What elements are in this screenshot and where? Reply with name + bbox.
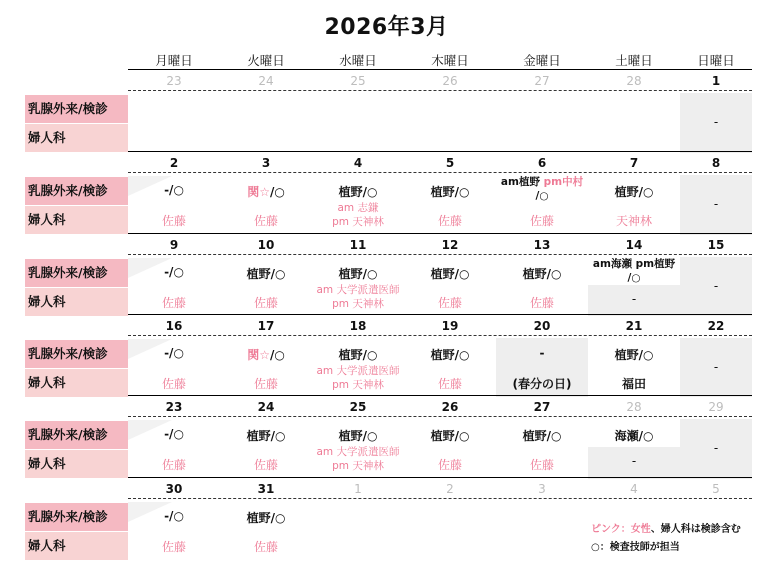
- outpatient-cell: 植野/○: [246, 267, 286, 281]
- sunday-closed-mark: -: [713, 279, 719, 293]
- gynecology-cell: 佐藤: [529, 214, 554, 228]
- date-number: 4: [630, 482, 638, 496]
- outpatient-cell: 植野/○: [246, 511, 286, 525]
- date-rule: [128, 90, 752, 91]
- female-doctor: 関☆: [247, 185, 270, 199]
- date-number: 20: [533, 319, 551, 333]
- gyn-am: am 志鎌: [337, 202, 379, 214]
- outpatient-cell: -/○: [164, 265, 184, 279]
- date-number: 26: [442, 74, 458, 88]
- weekday-0: 月曜日: [155, 53, 193, 68]
- gynecology-cell: 佐藤: [253, 540, 278, 554]
- gynecology-cell: 佐藤: [253, 214, 278, 228]
- weekday-5: 土曜日: [615, 53, 653, 68]
- gynecology-cell: [312, 445, 404, 473]
- date-number: 31: [257, 482, 275, 496]
- week-rule: [128, 477, 752, 478]
- outpatient-cell: [220, 183, 312, 200]
- outpatient-tech: /○: [535, 190, 549, 202]
- date-number: 18: [349, 319, 367, 333]
- outpatient-cell: 植野/○: [522, 429, 562, 443]
- am-doctor: am植野: [500, 176, 544, 188]
- outpatient-cell: -/○: [164, 183, 184, 197]
- date-number: 27: [534, 74, 550, 88]
- date-number: 30: [165, 482, 183, 496]
- outpatient-cell: 植野/○: [338, 267, 378, 281]
- gynecology-cell: 天神林: [615, 214, 652, 228]
- gynecology-cell: [312, 283, 404, 311]
- gyn-am: am 大学派遣医師: [316, 284, 400, 296]
- date-rule: [128, 172, 752, 173]
- date-number: 11: [349, 238, 367, 252]
- outpatient-cell: 植野/○: [430, 429, 470, 443]
- page-title: 2026年3月: [324, 15, 449, 40]
- legend-circle: ○：検査技師が担当: [591, 542, 680, 553]
- date-number: 8: [711, 156, 721, 170]
- outpatient-cell: 植野/○: [430, 348, 470, 362]
- gynecology-cell: [312, 364, 404, 392]
- gynecology-cell: 佐藤: [253, 458, 278, 472]
- week-rule: [128, 151, 752, 152]
- gynecology-cell: -: [631, 292, 637, 306]
- label-gynecology: 婦人科: [25, 206, 128, 234]
- sunday-closed-mark: -: [713, 441, 719, 455]
- outpatient-cell: -: [539, 346, 545, 360]
- outpatient-cell: 植野/○: [338, 185, 378, 199]
- gynecology-cell: 佐藤: [161, 377, 186, 391]
- sunday-closed-mark: -: [713, 115, 719, 129]
- date-number: 16: [165, 319, 183, 333]
- date-number: 12: [441, 238, 459, 252]
- week-rule: [128, 314, 752, 315]
- pm-doctor: pm植野: [635, 258, 676, 270]
- gynecology-cell: 佐藤: [437, 214, 462, 228]
- gynecology-cell: 佐藤: [253, 296, 278, 310]
- week-rule: [128, 233, 752, 234]
- outpatient-cell: 植野/○: [614, 185, 654, 199]
- gyn-pm: pm 天神林: [332, 460, 384, 472]
- date-number: 21: [625, 319, 643, 333]
- label-gynecology: 婦人科: [25, 288, 128, 316]
- date-number: 6: [537, 156, 547, 170]
- outpatient-cell: 海瀬/○: [614, 429, 654, 443]
- label-outpatient: 乳腺外来/検診: [25, 340, 128, 368]
- date-rule: [128, 254, 752, 255]
- label-gynecology: 婦人科: [25, 450, 128, 478]
- sunday-closed-mark: -: [713, 197, 719, 211]
- date-number: 2: [446, 482, 454, 496]
- gynecology-cell: -: [631, 454, 637, 468]
- weekday-2: 水曜日: [339, 53, 377, 68]
- outpatient-cell: 植野/○: [522, 267, 562, 281]
- outpatient-cell: 植野/○: [246, 429, 286, 443]
- date-rule: [128, 498, 752, 499]
- am-doctor: am海瀬: [592, 258, 636, 270]
- gynecology-cell: 佐藤: [437, 296, 462, 310]
- date-number: 27: [533, 400, 551, 414]
- label-outpatient: 乳腺外来/検診: [25, 177, 128, 205]
- date-number: 26: [441, 400, 459, 414]
- date-number: 17: [257, 319, 275, 333]
- gynecology-cell: (春分の日): [512, 377, 572, 391]
- gynecology-cell: 佐藤: [161, 296, 186, 310]
- gynecology-cell: 佐藤: [253, 377, 278, 391]
- outpatient-cell: 植野/○: [338, 429, 378, 443]
- label-outpatient: 乳腺外来/検診: [25, 259, 128, 287]
- gynecology-cell: 佐藤: [161, 540, 186, 554]
- outpatient-cell: 植野/○: [430, 185, 470, 199]
- gyn-pm: pm 天神林: [332, 379, 384, 391]
- outpatient-cell: [588, 257, 680, 285]
- date-number: 14: [625, 238, 643, 252]
- date-number: 9: [169, 238, 179, 252]
- date-rule: [128, 335, 752, 336]
- date-number: 5: [712, 482, 720, 496]
- outpatient-cell: 植野/○: [430, 267, 470, 281]
- gynecology-cell: 福田: [621, 377, 646, 391]
- outpatient-cell: 植野/○: [614, 348, 654, 362]
- date-number: 28: [626, 74, 642, 88]
- date-number: 4: [353, 156, 363, 170]
- date-number: 22: [707, 319, 725, 333]
- outpatient-tech: /○: [627, 272, 641, 284]
- sunday-closed-mark: -: [713, 360, 719, 374]
- date-number: 7: [629, 156, 639, 170]
- outpatient-cell: 植野/○: [338, 348, 378, 362]
- outpatient-ampm: [496, 175, 588, 189]
- date-number: 2: [169, 156, 179, 170]
- label-outpatient: 乳腺外来/検診: [25, 421, 128, 449]
- date-number: 13: [533, 238, 551, 252]
- gyn-am: am 大学派遣医師: [316, 365, 400, 377]
- gynecology-cell: [312, 201, 404, 229]
- outpatient-cell: [496, 175, 588, 203]
- female-doctor: 関☆: [247, 348, 270, 362]
- label-outpatient: 乳腺外来/検診: [25, 95, 128, 123]
- date-number: 1: [354, 482, 362, 496]
- date-number: 3: [538, 482, 546, 496]
- date-number: 25: [349, 400, 367, 414]
- week-rule: [128, 395, 752, 396]
- outpatient-ampm: [588, 257, 680, 271]
- weekday-1: 火曜日: [247, 53, 285, 68]
- date-number: 25: [350, 74, 366, 88]
- outpatient-cell: -/○: [164, 509, 184, 523]
- legend-pink-prefix: ピンク：女性: [591, 524, 651, 535]
- date-number: 1: [711, 74, 721, 88]
- gyn-am: am 大学派遣医師: [316, 446, 400, 458]
- date-number: 5: [445, 156, 455, 170]
- date-number: 24: [257, 400, 275, 414]
- weekday-3: 木曜日: [431, 53, 469, 68]
- outpatient-cell: -/○: [164, 346, 184, 360]
- date-rule: [128, 416, 752, 417]
- label-outpatient: 乳腺外来/検診: [25, 503, 128, 531]
- label-gynecology: 婦人科: [25, 369, 128, 397]
- gyn-pm: pm 天神林: [332, 216, 384, 228]
- tech-marker: /○: [269, 348, 285, 362]
- header-rule: [128, 69, 752, 70]
- weekday-6: 日曜日: [697, 53, 735, 68]
- outpatient-cell: -/○: [164, 427, 184, 441]
- date-number: 15: [707, 238, 725, 252]
- label-gynecology: 婦人科: [25, 124, 128, 152]
- date-number: 19: [441, 319, 459, 333]
- date-number: 23: [165, 400, 183, 414]
- gynecology-cell: 佐藤: [529, 296, 554, 310]
- date-number: 10: [257, 238, 275, 252]
- label-gynecology: 婦人科: [25, 532, 128, 560]
- date-number: 3: [261, 156, 271, 170]
- pm-doctor: pm中村: [543, 176, 584, 188]
- gynecology-cell: 佐藤: [161, 458, 186, 472]
- date-number: 24: [258, 74, 274, 88]
- gynecology-cell: 佐藤: [161, 214, 186, 228]
- date-number: 29: [708, 400, 724, 414]
- gynecology-cell: 佐藤: [529, 458, 554, 472]
- gynecology-cell: 佐藤: [437, 458, 462, 472]
- date-number: 23: [166, 74, 182, 88]
- legend-pink: [591, 520, 741, 535]
- tech-marker: /○: [269, 185, 285, 199]
- weekday-4: 金曜日: [523, 53, 561, 68]
- date-number: 28: [626, 400, 642, 414]
- legend-pink-suffix: 、婦人科は検診含む: [650, 524, 741, 535]
- outpatient-cell: [220, 346, 312, 363]
- gyn-pm: pm 天神林: [332, 298, 384, 310]
- gynecology-cell: 佐藤: [437, 377, 462, 391]
